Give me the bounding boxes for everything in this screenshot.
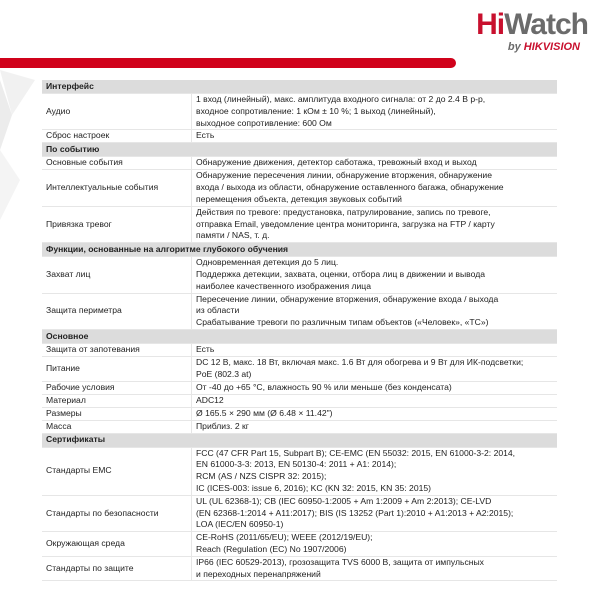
spec-value-line: FCC (47 CFR Part 15, Subpart B); CE-EMC (EN 55032: 2015, EN 61000-3-2: 2014, <box>196 447 516 458</box>
spec-row <box>42 394 557 407</box>
section-header <box>42 243 557 257</box>
spec-value-line: Обнаружение пересечения линии, обнаружение вторжения, обнаружение <box>196 170 492 181</box>
spec-key: Защита периметра <box>42 293 192 329</box>
decorative-shapes-icon <box>0 70 40 240</box>
spec-row <box>42 130 557 143</box>
spec-value <box>192 495 558 531</box>
spec-key: Основные события <box>42 157 192 170</box>
spec-value <box>192 447 558 495</box>
spec-key: Захват лиц <box>42 257 192 293</box>
spec-key: Интеллектуальные события <box>42 170 192 206</box>
spec-value-line: Срабатывание тревоги по различным типам объектов («Человек», «ТС») <box>196 317 489 328</box>
section-header <box>42 433 557 447</box>
spec-value-line: памяти / NAS, т. д. <box>196 230 270 241</box>
spec-value-line: Одновременная детекция до 5 лиц. <box>196 257 339 268</box>
spec-value-line: из области <box>196 305 240 316</box>
spec-value-line: Пересечение линии, обнаружение вторжения, обнаружение входа / выхода <box>196 293 499 304</box>
spec-value-line: Есть <box>196 130 215 141</box>
spec-row <box>42 532 557 557</box>
spec-row <box>42 170 557 206</box>
spec-value-line: IC (ICES-003: issue 6, 2016); KC (KN 32: 2015, KN 35: 2015) <box>196 482 432 493</box>
spec-value-line: ADC12 <box>196 394 224 405</box>
spec-value-line: Обнаружение движения, детектор саботажа, тревожный вход и выход <box>196 157 477 168</box>
section-title: Сертификаты <box>42 433 557 447</box>
spec-key: Размеры <box>42 407 192 420</box>
spec-value-line: LOA (IEC/EN 60950-1) <box>196 519 284 530</box>
spec-value-line: UL (UL 62368-1); CB (IEC 60950-1:2005 + Am 1:2009 + Am 2:2013); CE-LVD <box>196 495 492 506</box>
spec-value <box>192 293 558 329</box>
spec-value <box>192 407 558 420</box>
spec-value <box>192 532 558 557</box>
spec-key: Масса <box>42 420 192 433</box>
spec-table <box>42 80 557 581</box>
spec-value-line: перемещения объекта, детекция звуковых событий <box>196 193 402 204</box>
spec-row <box>42 381 557 394</box>
spec-row <box>42 94 557 130</box>
spec-value <box>192 170 558 206</box>
hiwatch-logo <box>448 10 588 58</box>
spec-key: Стандарты по защите <box>42 556 192 581</box>
spec-row <box>42 293 557 329</box>
spec-value-line: От -40 до +65 °С, влажность 90 % или меньше (без конденсата) <box>196 381 452 392</box>
spec-value-line: входное сопротивление: 1 кОм ± 10 %; 1 выход (линейный), <box>196 105 436 116</box>
spec-value <box>192 356 558 381</box>
spec-key: Питание <box>42 356 192 381</box>
spec-value <box>192 130 558 143</box>
spec-value <box>192 206 558 242</box>
section-header <box>42 329 557 343</box>
spec-value-line: DC 12 В, макс. 18 Вт, включая макс. 1.6 Вт для обогрева и 9 Вт для ИК-подсветки; <box>196 356 524 367</box>
spec-value-line: EN 61000-3-3: 2013, EN 50130-4: 2011 + A1: 2014); <box>196 459 397 470</box>
section-title: По событию <box>42 143 557 157</box>
spec-key: Окружающая среда <box>42 532 192 557</box>
spec-value <box>192 556 558 581</box>
section-title: Основное <box>42 329 557 343</box>
spec-key: Материал <box>42 394 192 407</box>
spec-value-line: PoE (802.3 at) <box>196 368 252 379</box>
spec-row <box>42 495 557 531</box>
spec-value-line: Поддержка детекции, захвата, оценки, отбора лиц в движении и вывода <box>196 268 486 279</box>
spec-value <box>192 257 558 293</box>
spec-row <box>42 206 557 242</box>
spec-key: Защита от запотевания <box>42 343 192 356</box>
spec-key: Стандарты EMC <box>42 447 192 495</box>
spec-row <box>42 407 557 420</box>
logo-byline: by HIKVISION <box>507 41 580 53</box>
spec-value-line: наиболее качественного изображения лица <box>196 280 371 291</box>
spec-row <box>42 343 557 356</box>
spec-value <box>192 157 558 170</box>
spec-value <box>192 343 558 356</box>
spec-value <box>192 420 558 433</box>
logo-wordmark: HiWatch <box>476 8 588 41</box>
spec-value <box>192 94 558 130</box>
spec-row <box>42 157 557 170</box>
spec-row <box>42 356 557 381</box>
spec-row <box>42 257 557 293</box>
spec-value <box>192 381 558 394</box>
spec-value-line: Приблиз. 2 кг <box>196 420 249 431</box>
spec-key: Аудио <box>42 94 192 130</box>
spec-row <box>42 420 557 433</box>
spec-value-line: Reach (Regulation (EC) No 1907/2006) <box>196 543 347 554</box>
spec-value <box>192 394 558 407</box>
spec-key: Стандарты по безопасности <box>42 495 192 531</box>
spec-value-line: IP66 (IEC 60529-2013), грозозащита TVS 6000 В, защита от импульсных <box>196 556 484 567</box>
spec-key: Рабочие условия <box>42 381 192 394</box>
header-accent-bar <box>0 58 456 68</box>
spec-value-line: 1 вход (линейный), макс. амплитуда входного сигнала: от 2 до 2.4 В р-р, <box>196 94 486 104</box>
spec-value-line: входа / выхода из области, обнаружение оставленного багажа, обнаружение <box>196 182 504 193</box>
spec-value-line: CE-RoHS (2011/65/EU); WEEE (2012/19/EU); <box>196 532 373 543</box>
spec-key: Сброс настроек <box>42 130 192 143</box>
section-title: Интерфейс <box>42 80 557 94</box>
spec-value-line: и переходных перенапряжений <box>196 568 321 579</box>
spec-value-line: выходное сопротивление: 600 Ом <box>196 117 332 128</box>
spec-value-line: Действия по тревоге: предустановка, патрулирование, запись по тревоге, <box>196 206 491 217</box>
spec-value-line: Есть <box>196 344 215 355</box>
spec-key: Привязка тревог <box>42 206 192 242</box>
spec-value-line: (EN 62368-1:2014 + A11:2017); BIS (IS 13252 (Part 1):2010 + A1:2013 + A2:2015); <box>196 507 514 518</box>
spec-value-line: RCM (AS / NZS CISPR 32: 2015); <box>196 471 327 482</box>
spec-value-line: Ø 165.5 × 290 мм (Ø 6.48 × 11.42") <box>196 407 333 418</box>
section-header <box>42 143 557 157</box>
section-header <box>42 80 557 94</box>
spec-value-line: отправка Email, уведомление центра мониторинга, загрузка на FTP / карту <box>196 218 495 229</box>
section-title: Функции, основанные на алгоритме глубокого обучения <box>42 243 557 257</box>
spec-row <box>42 556 557 581</box>
spec-row <box>42 447 557 495</box>
